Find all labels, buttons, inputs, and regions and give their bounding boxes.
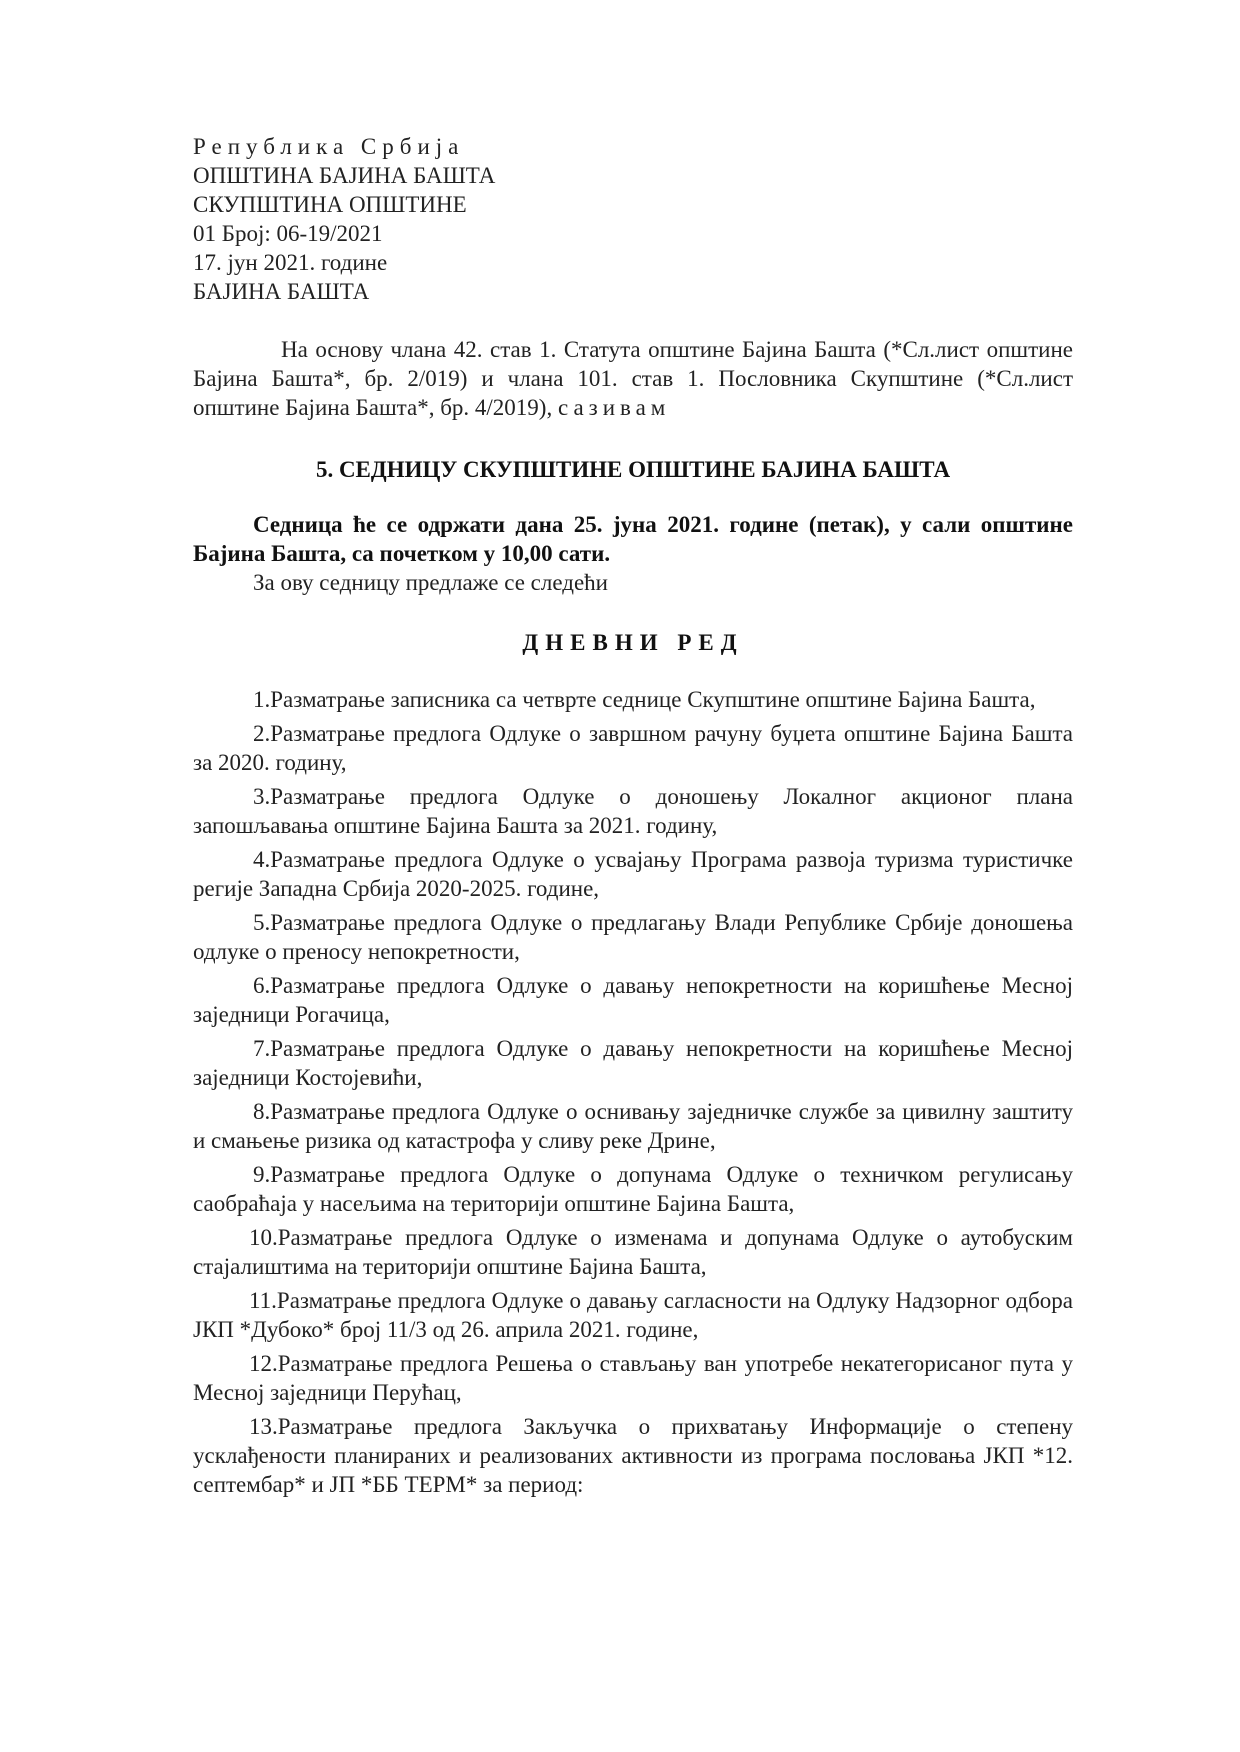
agenda-item: 7.Разматрање предлога Одлуке о давању непокретности на коришћење Месној заједници Костојевићи, [193,1036,1073,1090]
session-info: Седница ће се одржати дана 25. јуна 2021. године (петак), у сали општине Бајина Башта, са почетком у 10,00 сати. [193,512,1073,566]
agenda-item: 5.Разматрање предлога Одлуке о предлагању Влади Републике Србије доношења одлуке о преносу непокретности, [193,910,1073,964]
agenda-item: 13.Разматрање предлога Закључка о прихватању Информације о степену усклађености планираних и реализованих активности из програма пословања ЈКП *12. септембар* и ЈП *ББ ТЕРМ* за период: [193,1414,1073,1497]
document-date: 17. јун 2021. године [193,250,388,275]
agenda-item: 3.Разматрање предлога Одлуке о доношењу Локалног акционог плана запошљавања општине Бајина Башта за 2021. годину, [193,784,1073,838]
agenda-item: 11.Разматрање предлога Одлуке о давању сагласности на Одлуку Надзорног одбора ЈКП *Дубоко* број 11/3 од 26. априла 2021. године, [193,1288,1073,1342]
proposal-line: За ову седницу предлаже се следећи [253,570,608,595]
session-title: 5. СЕДНИЦУ СКУПШТИНЕ ОПШТИНЕ БАЈИНА БАШТА [315,457,951,482]
country-name: Република Србија [193,134,465,159]
agenda-item: 8.Разматрање предлога Одлуке о оснивању заједничке службе за цивилну заштиту и смањење ризика од катастрофа у сливу реке Дрине, [193,1099,1073,1153]
city-name: БАЈИНА БАШТА [193,279,370,304]
document-number: 01 Број: 06-19/2021 [193,221,383,246]
legal-basis-paragraph [193,335,1073,422]
agenda-item: 1.Разматрање записника са четврте седнице Скупштине општине Бајина Башта, [253,687,1036,712]
agenda-item: 4.Разматрање предлога Одлуке о усвајању Програма развоја туризма туристичке регије Западна Србија 2020-2025. године, [193,847,1073,901]
convene-word: сазивам [557,395,671,420]
agenda-item: 12.Разматрање предлога Решења о стављању ван употребе некатегорисаног пута у Месној заједници Перућац, [193,1351,1073,1405]
municipality-name: ОПШТИНА БАЈИНА БАШТА [193,163,496,188]
agenda-title: ДНЕВНИ РЕД [522,630,744,655]
legal-basis-text: На основу члана 42. став 1. Статута општине Бајина Башта (*Сл.лист општине Бајина Башта*, бр. 2/019) и члана 101. став 1. Пословника Скупштине (*Сл.лист општине Бајина Башта*, бр. 4/2019), [193,337,1073,420]
letterhead [193,132,495,306]
agenda-list [193,685,1073,1504]
agenda-item: 10.Разматрање предлога Одлуке о изменама и допунама Одлуке о аутобуским стајалиштима на територији општине Бајина Башта, [193,1225,1073,1279]
agenda-item: 6.Разматрање предлога Одлуке о давању непокретности на коришћење Месној заједници Рогачица, [193,973,1073,1027]
agenda-item: 9.Разматрање предлога Одлуке о допунама Одлуке о техничком регулисању саобраћаја у насељима на територији општине Бајина Башта, [193,1162,1073,1216]
agenda-item: 2.Разматрање предлога Одлуке о завршном рачуну буџета општине Бајина Башта за 2020. годину, [193,721,1073,775]
assembly-name: СКУПШТИНА ОПШТИНЕ [193,192,467,217]
